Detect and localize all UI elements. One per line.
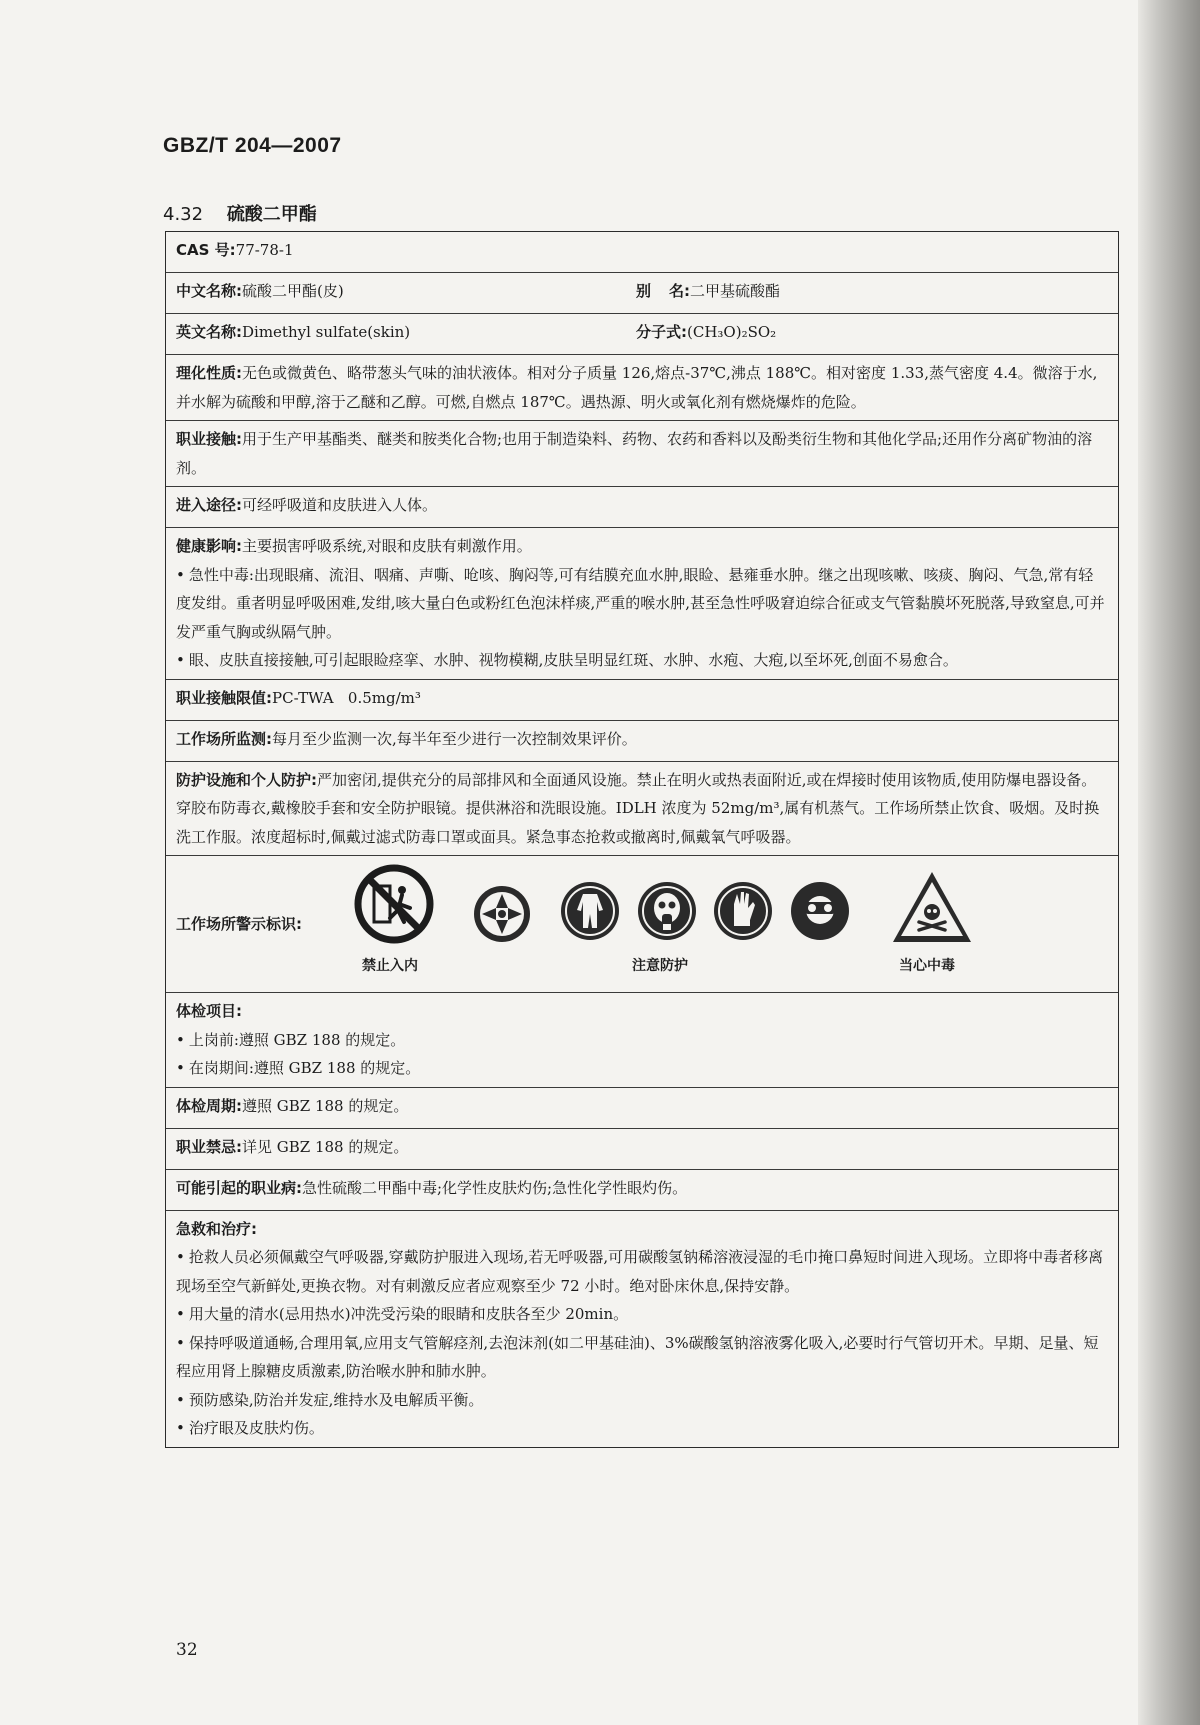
properties-value: 无色或微黄色、略带葱头气味的油状液体。相对分子质量 126,熔点-37℃,沸点 188℃。相对密度 1.33,蒸气密度 4.4。微溶于水,并水解为硫酸和甲醇,溶于乙醚和乙醇。可燃,自燃点 187℃。遇热源、明火或氧化剂有燃烧爆炸的危险。	[176, 364, 1098, 411]
protection-label: 防护设施和个人防护:	[176, 770, 317, 789]
section-number: 4.32	[163, 204, 204, 225]
chemical-info-table	[165, 231, 1119, 1448]
exposure-label: 职业接触:	[176, 430, 242, 448]
cn-name-cell	[176, 277, 636, 309]
first-aid-item: • 治疗眼及皮肤灼伤。	[176, 1414, 1108, 1443]
monitoring-label: 工作场所监测:	[176, 729, 272, 748]
no-entry-sign-icon	[354, 864, 434, 944]
caution-toxic-caption: 当心中毒	[899, 958, 955, 974]
disease-label: 可能引起的职业病:	[176, 1178, 302, 1197]
page-number: 32	[176, 1640, 198, 1660]
warning-signs-row	[166, 856, 1118, 993]
route-label: 进入途径:	[176, 496, 242, 514]
caution-protection-caption: 注意防护	[632, 958, 688, 974]
exam-item: • 上岗前:遵照 GBZ 188 的规定。	[176, 1026, 1108, 1055]
toxic-warning-icon	[889, 868, 975, 946]
exam-items-row	[166, 993, 1118, 1088]
first-aid-row	[166, 1211, 1118, 1447]
route-value: 可经呼吸道和皮肤进入人体。	[242, 496, 438, 514]
warning-signs	[354, 860, 1108, 988]
route-row	[166, 487, 1118, 528]
cn-name-label: 中文名称:	[176, 282, 242, 300]
warning-label: 工作场所警示标识:	[176, 914, 302, 933]
health-intro: 主要损害呼吸系统,对眼和皮肤有刺激作用。	[242, 537, 532, 555]
cn-name-value: 硫酸二甲酯(皮)	[242, 282, 344, 300]
first-aid-label: 急救和治疗:	[176, 1219, 257, 1238]
first-aid-item: • 保持呼吸道通畅,合理用氧,应用支气管解痉剂,去泡沫剂(如二甲基硅油)、3%碳酸氢钠溶液雾化吸入,必要时行气管切开术。早期、足量、短程应用肾上腺糖皮质激素,防治喉水肿和肺水肿。	[176, 1329, 1108, 1386]
book-spine-shadow	[1138, 0, 1200, 1725]
respirator-sign-icon	[472, 884, 532, 944]
formula-cell	[636, 318, 776, 350]
section-title: 硫酸二甲酯	[226, 204, 317, 225]
gloves-icon	[712, 880, 774, 942]
exam-items-label: 体检项目:	[176, 1002, 242, 1020]
contraindication-label: 职业禁忌:	[176, 1137, 242, 1156]
en-name-label: 英文名称:	[176, 323, 242, 341]
properties-row	[166, 355, 1118, 421]
section-heading	[163, 200, 317, 226]
exposure-value: 用于生产甲基酯类、醚类和胺类化合物;也用于制造染料、药物、农药和香料以及酚类衍生物和其他化学品;还用作分离矿物油的溶剂。	[176, 430, 1093, 477]
disease-row	[166, 1170, 1118, 1211]
alias-label-right: 名:	[669, 282, 691, 300]
properties-label: 理化性质:	[176, 364, 242, 382]
standard-code: GBZ/T 204—2007	[163, 134, 342, 157]
protection-value: 严加密闭,提供充分的局部排风和全面通风设施。禁止在明火或热表面附近,或在焊接时使用该物质,使用防爆电器设备。穿胶布防毒衣,戴橡胶手套和安全防护眼镜。提供淋浴和洗眼设施。IDLH 浓度为 52mg/m³,属有机蒸气。工作场所禁止饮食、吸烟。及时换洗工作服。浓度超标时,佩戴过滤式防毒口罩或面具。紧急事态抢救或撤离时,佩戴氧气呼吸器。	[176, 770, 1100, 846]
contraindication-value: 详见 GBZ 188 的规定。	[242, 1137, 409, 1156]
cas-label: CAS 号:	[176, 241, 236, 259]
health-label: 健康影响:	[176, 537, 242, 555]
monitoring-row	[166, 721, 1118, 762]
en-name-formula-row	[166, 314, 1118, 355]
health-item: • 眼、皮肤直接接触,可引起眼睑痉挛、水肿、视物模糊,皮肤呈明显红斑、水肿、水疱、大疱,以至坏死,创面不易愈合。	[176, 646, 1108, 675]
gas-mask-icon	[636, 880, 698, 942]
name-alias-row	[166, 273, 1118, 314]
exam-cycle-label: 体检周期:	[176, 1096, 242, 1115]
cas-value: 77-78-1	[235, 241, 294, 259]
exam-item: • 在岗期间:遵照 GBZ 188 的规定。	[176, 1054, 1108, 1083]
limit-value: PC-TWA 0.5mg/m³	[272, 688, 421, 707]
first-aid-item: • 预防感染,防治并发症,维持水及电解质平衡。	[176, 1386, 1108, 1415]
first-aid-item: • 抢救人员必须佩戴空气呼吸器,穿戴防护服进入现场,若无呼吸器,可用碳酸氢钠稀溶液浸湿的毛巾掩口鼻短时间进入现场。立即将中毒者移离现场至空气新鲜处,更换衣物。对有刺激反应者应观察至少 72 小时。绝对卧床休息,保持安静。	[176, 1243, 1108, 1300]
monitoring-value: 每月至少监测一次,每半年至少进行一次控制效果评价。	[272, 729, 637, 748]
formula-label: 分子式:	[636, 323, 687, 341]
contraindication-row	[166, 1129, 1118, 1170]
protective-suit-icon	[559, 880, 621, 942]
limit-row	[166, 680, 1118, 721]
health-row	[166, 528, 1118, 680]
alias-value: 二甲基硫酸酯	[690, 282, 781, 300]
disease-value: 急性硫酸二甲酯中毒;化学性皮肤灼伤;急性化学性眼灼伤。	[302, 1178, 688, 1197]
goggles-icon	[789, 880, 851, 942]
protection-row	[166, 762, 1118, 857]
health-intro-line	[176, 532, 1108, 561]
health-item: • 急性中毒:出现眼痛、流泪、咽痛、声嘶、呛咳、胸闷等,可有结膜充血水肿,眼睑、悬雍垂水肿。继之出现咳嗽、咳痰、胸闷、气急,常有轻度发绀。重者明显呼吸困难,发绀,咳大量白色或粉红色泡沫样痰,严重的喉水肿,甚至急性呼吸窘迫综合征或支气管黏膜坏死脱落,导致窒息,可并发严重气胸或纵隔气肿。	[176, 561, 1108, 647]
formula-value: (CH₃O)₂SO₂	[687, 323, 777, 341]
limit-label: 职业接触限值:	[176, 688, 272, 707]
exam-cycle-value: 遵照 GBZ 188 的规定。	[242, 1096, 409, 1115]
alias-cell	[636, 277, 780, 309]
first-aid-item: • 用大量的清水(忌用热水)冲洗受污染的眼睛和皮肤各至少 20min。	[176, 1300, 1108, 1329]
alias-label-left: 别	[636, 282, 652, 300]
cas-row	[166, 232, 1118, 273]
exposure-row	[166, 421, 1118, 487]
no-entry-caption: 禁止入内	[362, 958, 418, 974]
en-name-cell	[176, 318, 636, 350]
exam-cycle-row	[166, 1088, 1118, 1129]
en-name-value: Dimethyl sulfate(skin)	[242, 323, 411, 341]
